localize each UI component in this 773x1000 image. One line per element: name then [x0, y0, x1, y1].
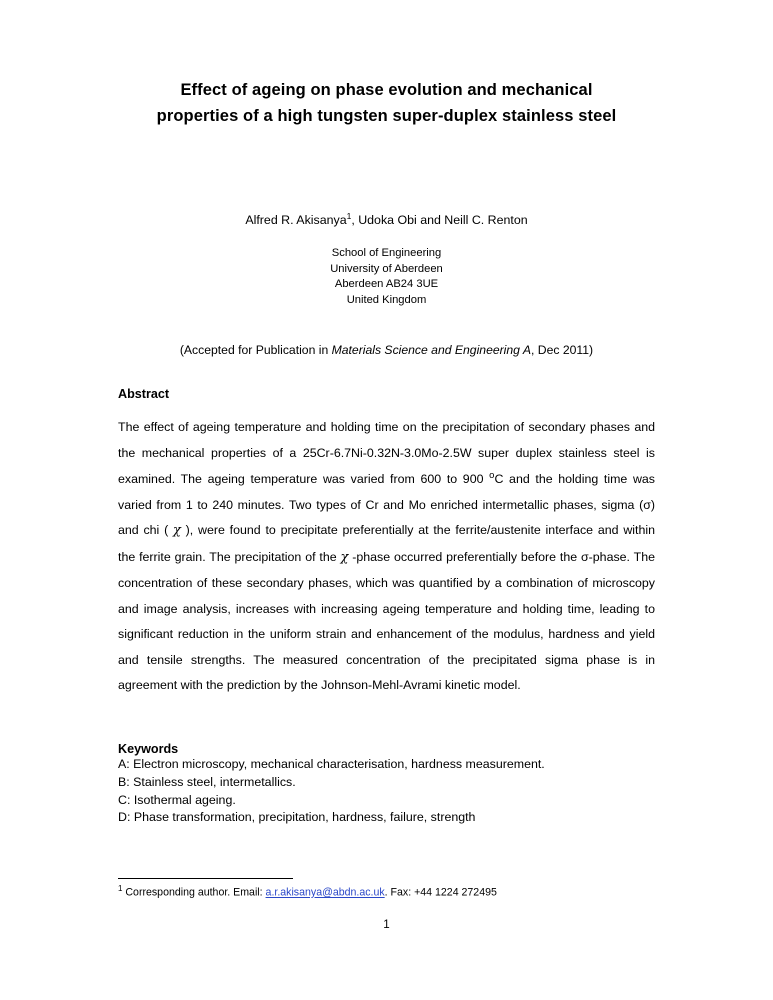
- abstract-text-2: C and the holding time was varied from 1 to 240 minutes. Two types of Cr and Mo enriched intermetallic phases, sigma (σ) and chi (: [118, 472, 655, 538]
- title-line-2: properties of a high tungsten super-duplex stainless steel: [156, 106, 617, 125]
- author-names-post: , Udoka Obi and Neill C. Renton: [351, 213, 528, 228]
- keyword-line: D: Phase transformation, precipitation, hardness, failure, strength: [118, 810, 476, 825]
- affiliation-block: [118, 246, 655, 310]
- abstract-text-4: -phase occurred preferentially before the σ-phase. The concentration of these secondary phases, which was quantified by a combination of microscopy and image analysis, increases with increasing ageing temperature and holding time, leading to significant reduction in the uniform strain and enhancement of the modulus, hardness and yield and tensile strengths. The measured concentration of the precipitated sigma phase is in agreement with the prediction by the Johnson-Mehl-Avrami kinetic model.: [118, 549, 655, 693]
- affiliation-line: University of Aberdeen: [330, 262, 443, 275]
- footnote-separator: [118, 878, 293, 879]
- abstract-text-3: ), were found to precipitate preferentially at the ferrite/austenite interface and within the ferrite grain. The precipitation of the: [118, 523, 655, 564]
- degree-symbol: o: [489, 470, 495, 482]
- keywords-heading: Keywords: [118, 742, 179, 757]
- abstract-text-1: The effect of ageing temperature and holding time on the precipitation of secondary phases and the mechanical properties of a 25Cr-6.7Ni-0.32N-3.0Mo-2.5W super duplex stainless steel is examined. The ageing temperature was varied from 600 to 900: [118, 420, 655, 487]
- affiliation-line: Aberdeen AB24 3UE: [334, 278, 439, 291]
- author-names-pre: Alfred R. Akisanya: [245, 213, 347, 228]
- affiliation-line: School of Engineering: [331, 246, 442, 259]
- publication-note-pre: (Accepted for Publication in: [179, 343, 332, 358]
- footnote-text-post: . Fax: +44 1224 272495: [384, 886, 497, 899]
- footnote-marker: 1: [118, 884, 123, 893]
- affiliation-line: United Kingdom: [346, 294, 427, 307]
- title-line-1: Effect of ageing on phase evolution and mechanical: [180, 81, 593, 99]
- abstract-heading: Abstract: [118, 387, 170, 402]
- chi-symbol: χ: [173, 523, 181, 539]
- page-number: 1: [383, 918, 390, 931]
- keyword-line: C: Isothermal ageing.: [118, 792, 236, 807]
- author-list: [118, 211, 655, 229]
- footnote: [118, 884, 497, 900]
- chi-symbol: χ: [340, 549, 349, 565]
- author-footnote-marker: 1: [346, 211, 352, 222]
- journal-name: Materials Science and Engineering A: [331, 343, 532, 358]
- abstract-body: [118, 415, 655, 698]
- email-link[interactable]: a.r.akisanya@abdn.ac.uk: [265, 886, 385, 899]
- page-title: [118, 78, 655, 129]
- publication-note-post: , Dec 2011): [531, 343, 594, 358]
- footnote-text-pre: Corresponding author. Email:: [122, 886, 266, 899]
- keyword-line: B: Stainless steel, intermetallics.: [118, 775, 296, 790]
- keyword-line: A: Electron microscopy, mechanical characterisation, hardness measurement.: [118, 757, 545, 772]
- publication-note: [118, 343, 655, 357]
